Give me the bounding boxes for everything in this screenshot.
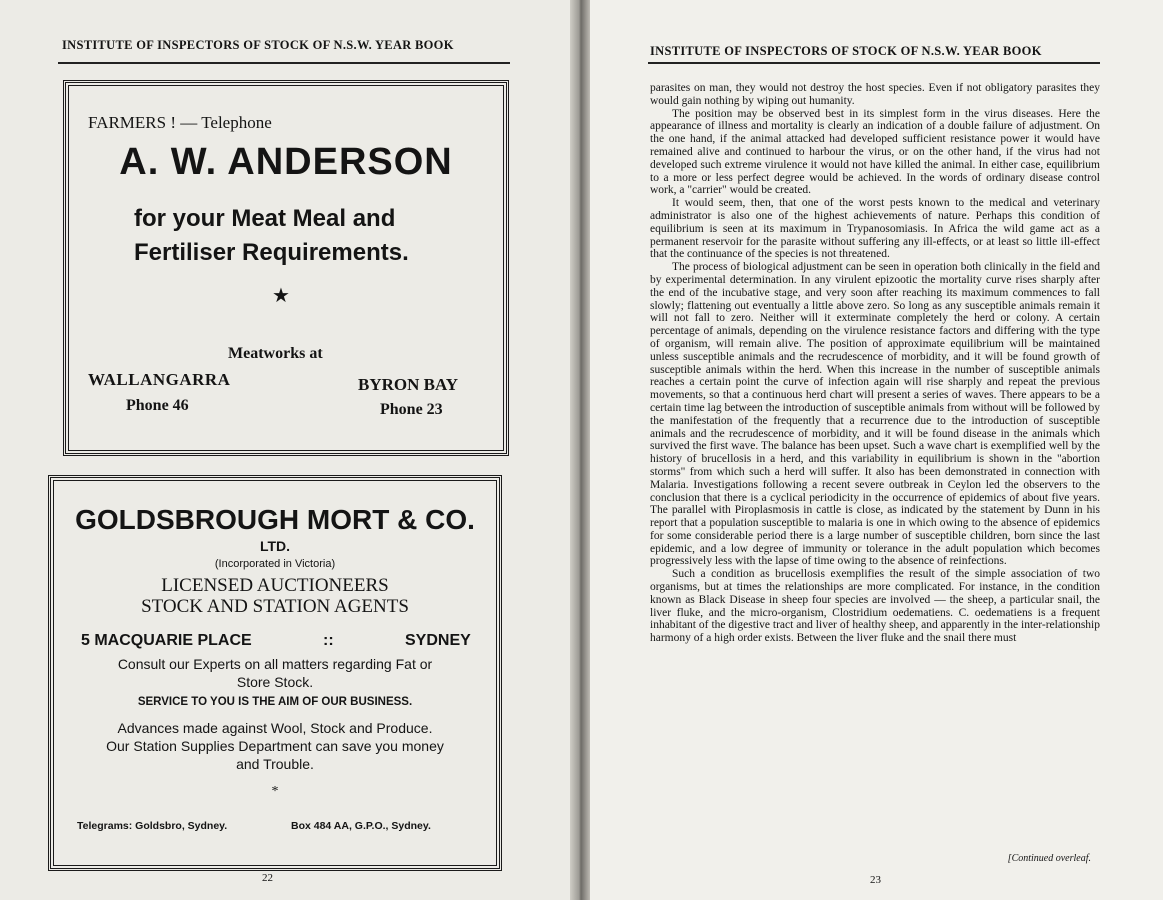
address-line: 5 MACQUARIE PLACE	[81, 632, 252, 649]
paragraph: Such a condition as brucellosis exemplifies the result of the simple association of two organisms, but at times the relationships are more complicated. For instance, in the condition known as Black Disease in sheep four species are involved — the sheep, a particular snail, the liver fluke, and the micro-organism, Clostridium oedematiens. C. oedematiens is a frequent inhabitant of the digestive tract and liver of healthy sheep, and apparently in the inter-relationship harmony of a high order exists. Between the liver fluke and the snail there must	[650, 568, 1100, 645]
consult-line-2: Store Stock.	[236, 674, 314, 690]
paragraph: parasites on man, they would not destroy the host species. Even if not obligatory parasites they would gain nothing by wiping out humanity.	[650, 82, 1100, 107]
page-number-left: 22	[262, 872, 273, 884]
paragraph: It would seem, then, that one of the worst pests known to the medical and veterinary administrator is also one of the highest achievements of nature. Perhaps this condition of equilibrium is seen at its maximum in Trypanosomiasis. In Africa the wild game act as a permanent reservoir for the parasite without suffering any ill-effects, or at least so little ill-effect that the continuance of the species is not threatened.	[650, 197, 1100, 261]
advances-line-2: Our Station Supplies Department can save you money	[106, 738, 444, 754]
telegrams-line: Telegrams: Goldsbro, Sydney.	[77, 820, 228, 832]
stock-station-agents-line: STOCK AND STATION AGENTS	[141, 596, 409, 617]
goldsbrough-name: GOLDSBROUGH MORT & CO.	[75, 504, 475, 535]
byron-bay-location: BYRON BAY	[358, 375, 458, 394]
article-body	[650, 82, 1100, 645]
consult-line-1: Consult our Experts on all matters regarding Fat or	[117, 656, 433, 672]
slogan-line-2: Fertiliser Requirements.	[134, 239, 409, 266]
city-label: SYDNEY	[405, 632, 471, 649]
licensed-auctioneers-line: LICENSED AUCTIONEERS	[161, 575, 389, 596]
byron-bay-phone: Phone 23	[380, 401, 443, 418]
meatworks-label: Meatworks at	[228, 345, 323, 362]
paragraph: The process of biological adjustment can be seen in operation both clinically in the field and by experimental determination. In any virulent epizootic the mortality curve rises sharply after the end of the incubative stage, and very soon after reaching its maximum commences to fall slowly; flattening out eventually a little above zero. So long as any susceptible animals remain it will not fall to zero. Neither will it exterminate completely the herd or colony. A certain percentage of animals, depending on the virulence resistance factors and differing with the type of organism, will remain alive. The position of approximate equilibrium will be maintained unless susceptible animals and the recrudescence of morbidity, and it will be found growth of susceptible animals within the herd. When this increase in the number of susceptible animals reaches a certain point the curve of infection again will rise sharply and repeat the previous movements, so that a continuous herd chart will present a series of waves. There appears to be a certain time lag between the introduction of susceptible animals from without will be followed by the manifestation of the frequently that a recurrence due to the introduction of susceptible animals and the recrudescence of morbidity, and it will be found disease in the animals which survived the first wave. The balance has been upset. Such a wave chart is exemplified well by the history of brucellosis in a herd, and this variability in equilibrium is shown in the "abortion storms" from which such a herd will suffer. It also has been demonstrated in connection with Malaria. Investigations following a recent severe outbreak in Ceylon led the observers to the conclusion that there is a cyclical periodicity in the occurrence of epidemics of about five years. The parallel with Piroplasmosis in cattle is close, as indicated by the statement by Dunn in his report that a population susceptible to malaria is one in which owing to the absence of epidemics for some considerable period there is a large number of susceptible children, born since the last epidemic, and a low degree of immunity or tolerance in the adult population which becomes progressively less with the lapse of time owing to the absence of reinfections.	[650, 261, 1100, 568]
running-head-left: INSTITUTE OF INSPECTORS OF STOCK OF N.S.W. YEAR BOOK	[62, 38, 454, 52]
running-head-right: INSTITUTE OF INSPECTORS OF STOCK OF N.S.W. YEAR BOOK	[650, 44, 1042, 58]
po-box-line: Box 484 AA, G.P.O., Sydney.	[291, 820, 431, 832]
continued-note: [Continued overleaf.	[1007, 853, 1091, 864]
header-rule	[58, 62, 510, 64]
slogan-line-1: for your Meat Meal and	[134, 205, 396, 232]
right-page	[590, 0, 1163, 900]
wallangarra-phone: Phone 46	[126, 397, 189, 414]
star-ornament: ★	[272, 285, 290, 307]
paragraph: The position may be observed best in its simplest form in the virus diseases. Here the appearance of illness and mortality is clearly an indication of a double failure of adjustment. On the one hand, if the animal attacked had developed sufficient resistance power it would have remained alive and continued to harbour the virus, or on the other hand, if the virus had not developed such extreme virulence it would not have killed the animal. In either case, equilibrium to a more or less perfect degree would be achieved. In the words of ordinary disease control work, a "carrier" would be created.	[650, 107, 1100, 197]
book-gutter	[570, 0, 590, 900]
address-separator: ::	[323, 632, 334, 649]
goldsbrough-advertisement	[48, 475, 502, 871]
wallangarra-location: WALLANGARRA	[88, 370, 231, 389]
incorporated-note: (Incorporated in Victoria)	[214, 558, 336, 570]
left-page	[0, 0, 570, 900]
anderson-name: A. W. ANDERSON	[119, 141, 453, 183]
service-slogan: SERVICE TO YOU IS THE AIM OF OUR BUSINESS.	[137, 696, 413, 708]
page-number-right: 23	[870, 874, 881, 886]
farmers-telephone-line: FARMERS ! — Telephone	[88, 113, 272, 132]
star-ornament-small: *	[271, 784, 279, 799]
advances-line-3: and Trouble.	[236, 756, 314, 772]
ltd-label: LTD.	[259, 538, 291, 554]
anderson-advertisement	[63, 80, 509, 456]
advances-line-1: Advances made against Wool, Stock and Produce.	[117, 720, 433, 736]
header-rule	[648, 62, 1100, 64]
